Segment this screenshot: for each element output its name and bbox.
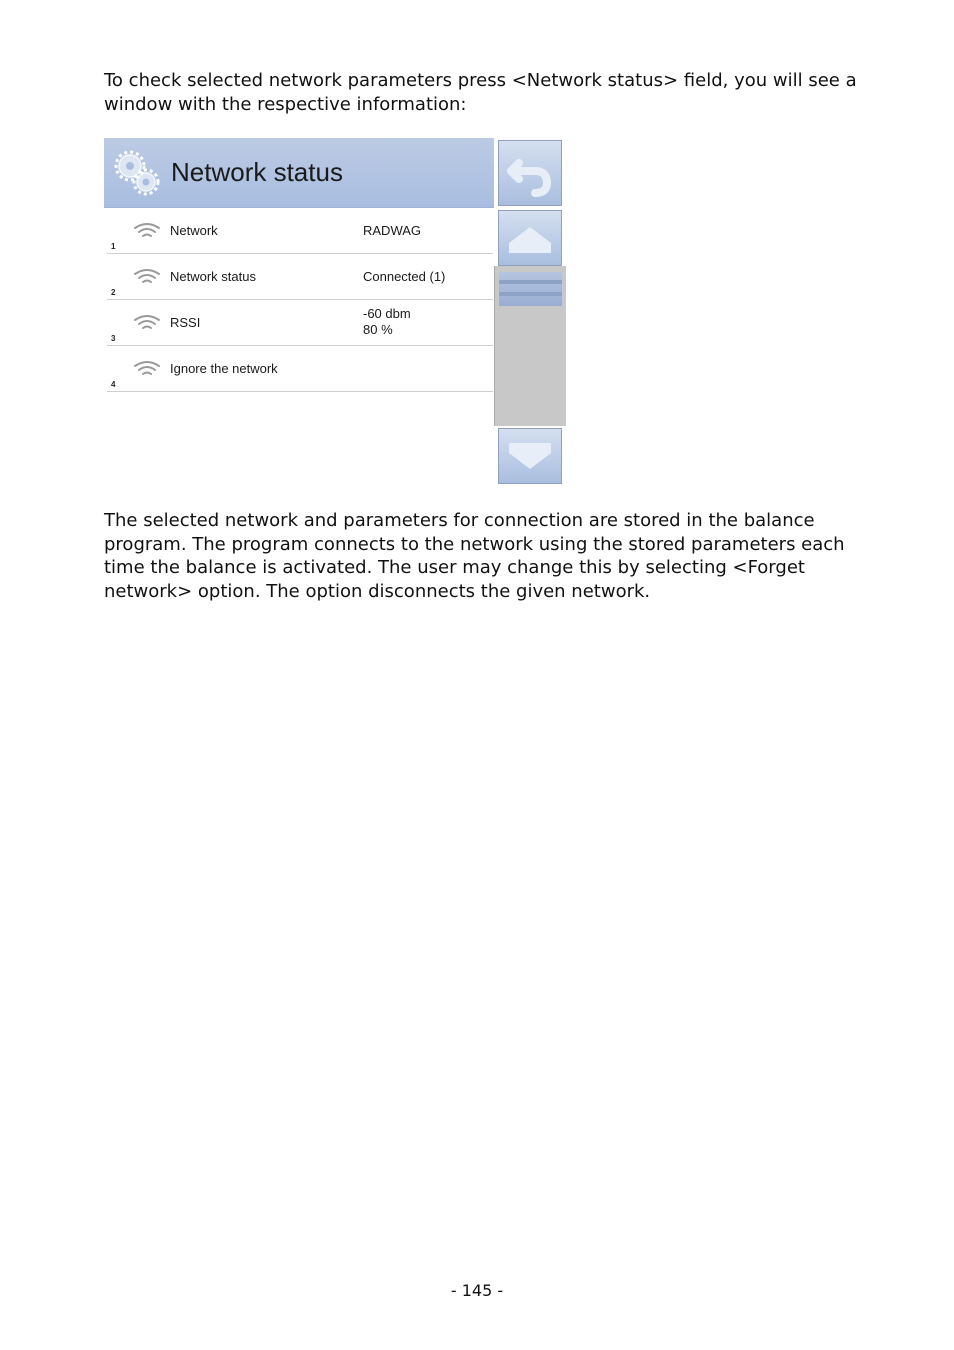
list-item-network[interactable] <box>107 208 493 254</box>
arrow-down-icon <box>499 429 561 483</box>
status-list <box>107 208 493 392</box>
screen-header <box>104 138 495 208</box>
wifi-icon <box>132 221 162 241</box>
body-paragraph: The selected network and parameters for connection are stored in the balance program. The program connects to the network using the stored parameters each time the balance is activated. The user may change this by selecting <Forget network> option. The option disconnects the given network. <box>104 510 845 602</box>
screen-title: Network status <box>171 157 343 187</box>
row-number: 2 <box>111 288 116 297</box>
row-label: RSSI <box>170 315 201 330</box>
scrollbar-track[interactable] <box>494 266 566 426</box>
wifi-icon <box>132 267 162 287</box>
row-number: 4 <box>111 380 116 389</box>
undo-arrow-icon <box>499 141 561 205</box>
right-controls <box>494 138 565 484</box>
list-item-rssi[interactable] <box>107 300 493 346</box>
rssi-percent: 80 % <box>363 322 393 337</box>
row-value: Connected (1) <box>363 269 446 284</box>
intro-paragraph: To check selected network parameters press <Network status> field, you will see a window with the respective information: <box>104 70 857 115</box>
row-number: 1 <box>111 242 116 251</box>
wifi-icon <box>132 313 162 333</box>
row-label: Network <box>170 223 218 238</box>
row-number: 3 <box>111 334 116 343</box>
row-value: RADWAG <box>363 223 422 238</box>
gears-icon <box>110 146 162 198</box>
page-number: - 145 - <box>450 1281 504 1300</box>
scroll-down-button[interactable] <box>498 428 562 484</box>
row-label: Network status <box>170 269 256 284</box>
scrollbar-thumb[interactable] <box>499 272 562 306</box>
list-item-ignore-network[interactable] <box>107 346 493 392</box>
network-status-screenshot <box>104 138 565 484</box>
scroll-up-button[interactable] <box>498 210 562 266</box>
row-value <box>363 306 411 338</box>
list-item-network-status[interactable] <box>107 254 493 300</box>
row-label: Ignore the network <box>170 361 278 376</box>
wifi-icon <box>132 359 162 379</box>
back-button[interactable] <box>498 140 562 206</box>
arrow-up-icon <box>499 211 561 265</box>
rssi-dbm: -60 dbm <box>363 306 411 321</box>
